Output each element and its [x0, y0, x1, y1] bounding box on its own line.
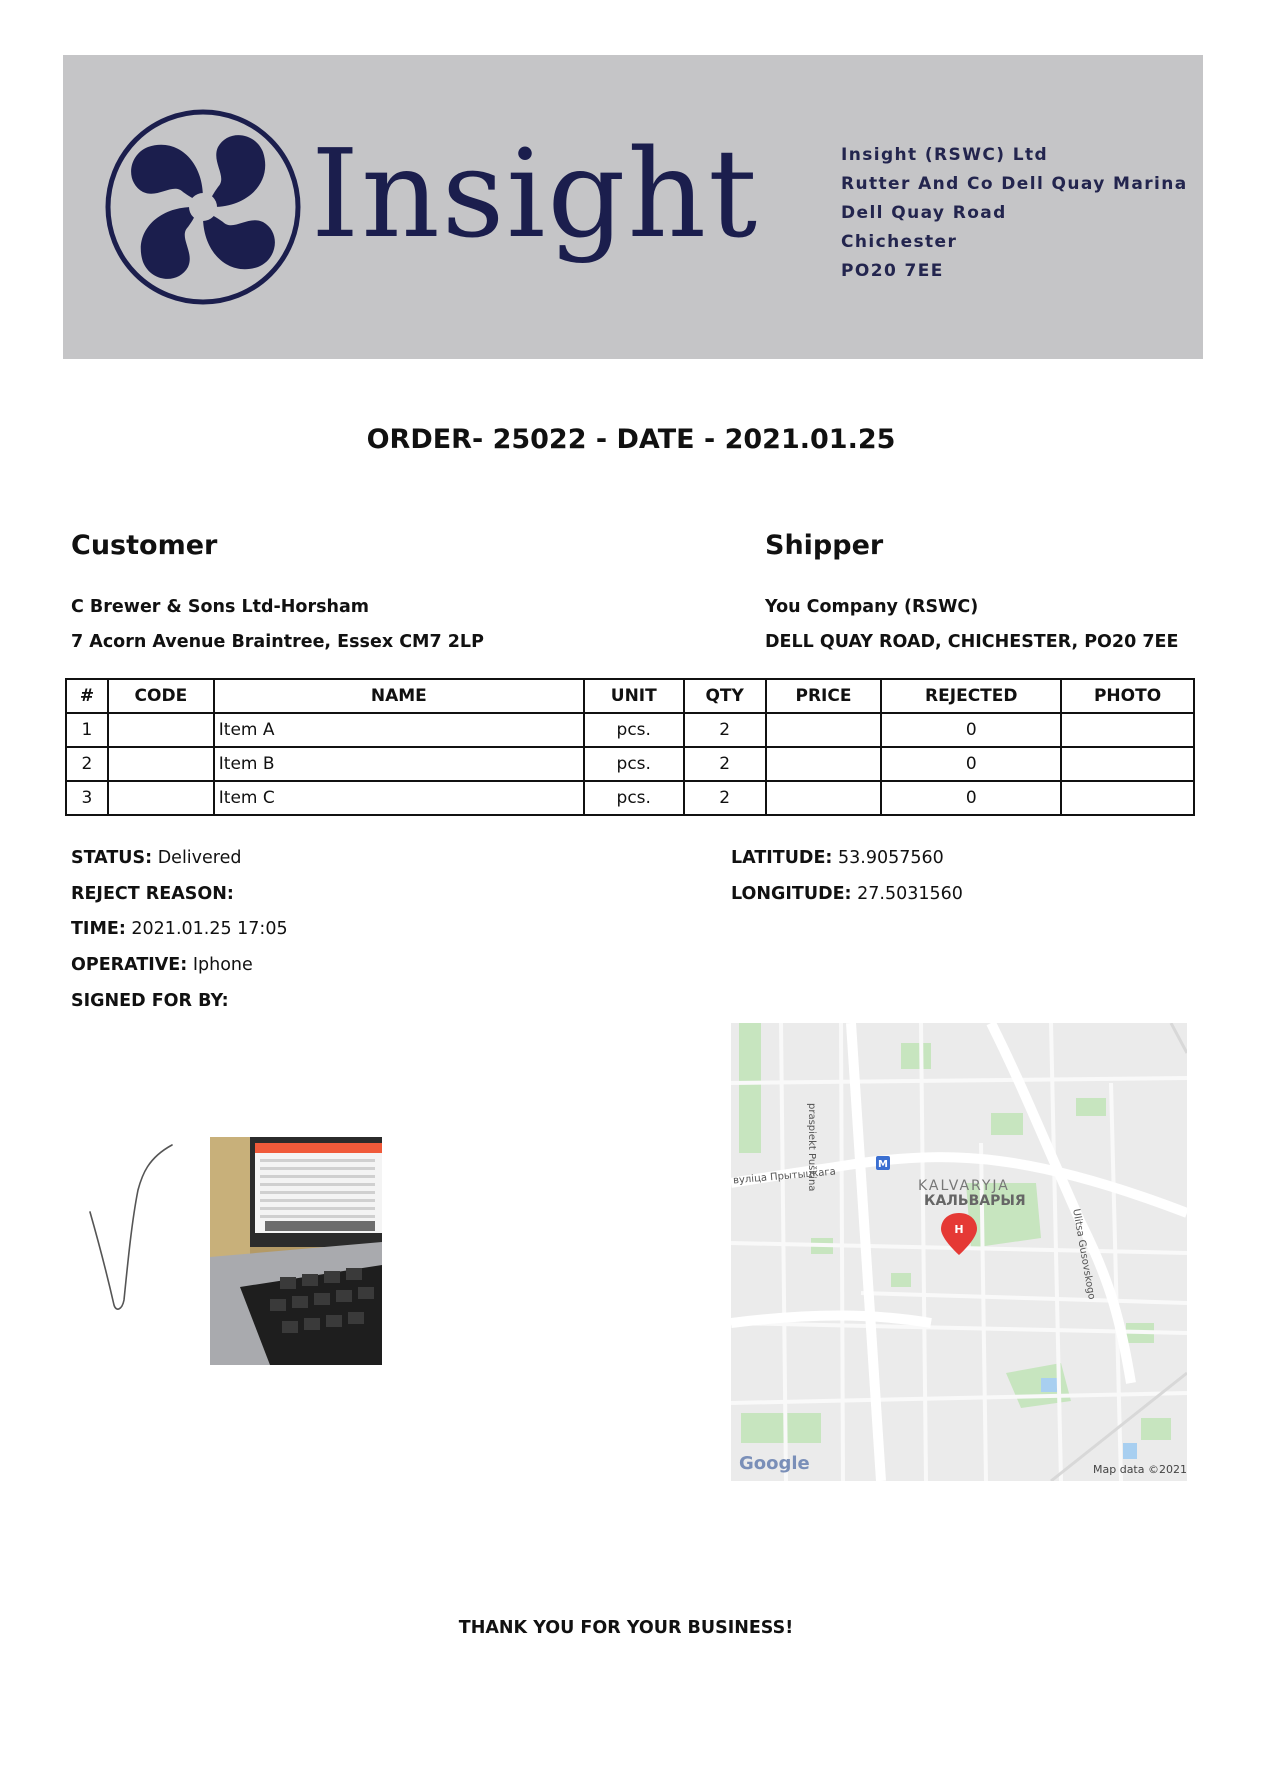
latitude-value: 53.9057560	[838, 848, 944, 868]
map-marker-icon: H	[954, 1223, 964, 1236]
row-price	[766, 747, 882, 781]
latitude-line	[731, 848, 944, 868]
metro-icon: M	[878, 1159, 888, 1170]
delivery-photo	[210, 1137, 382, 1365]
map-image	[731, 1023, 1187, 1481]
company-postcode: PO20 7EE	[841, 261, 944, 281]
company-address	[841, 141, 1188, 286]
row-qty: 2	[684, 747, 766, 781]
row-price	[766, 713, 882, 747]
reject-reason-label: REJECT REASON:	[71, 884, 234, 904]
brand-wordmark: Insight	[311, 123, 760, 265]
location-map	[731, 1023, 1187, 1481]
row-unit: pcs.	[584, 713, 684, 747]
map-street-label-1: praspiekt Puškina	[806, 1103, 817, 1192]
row-name: Item A	[214, 713, 584, 747]
column-header-price: PRICE	[766, 679, 882, 713]
map-street-label-3: Ulitsa Gusovskogo	[1070, 1208, 1097, 1301]
map-district-cyrillic: КАЛЬВАРЫЯ	[924, 1193, 1026, 1209]
row-photo	[1061, 747, 1194, 781]
time-value: 2021.01.25 17:05	[131, 919, 288, 939]
table-row	[66, 781, 1194, 815]
customer-heading: Customer	[71, 530, 218, 561]
column-header-qty: QTY	[684, 679, 766, 713]
column-header-number: #	[66, 679, 108, 713]
operative-label: OPERATIVE:	[71, 955, 188, 975]
order-title: ORDER- 25022 - DATE - 2021.01.25	[366, 424, 896, 455]
map-provider-logo: Google	[739, 1453, 810, 1474]
reject-reason-line	[71, 884, 234, 904]
shipper-heading: Shipper	[765, 530, 884, 561]
map-district-latin: KALVARYJA	[918, 1178, 1010, 1194]
row-code	[108, 747, 214, 781]
laptop-photo-image	[210, 1137, 382, 1365]
signed-for-label: SIGNED FOR BY:	[71, 991, 229, 1011]
row-rejected: 0	[881, 747, 1061, 781]
column-header-code: CODE	[108, 679, 214, 713]
status-line	[71, 848, 241, 868]
items-table	[65, 678, 1195, 816]
row-qty: 2	[684, 781, 766, 815]
row-price	[766, 781, 882, 815]
row-photo	[1061, 713, 1194, 747]
longitude-line	[731, 884, 963, 904]
thank-you-message: THANK YOU FOR YOUR BUSINESS!	[458, 1618, 794, 1638]
column-header-name: NAME	[214, 679, 584, 713]
time-line	[71, 919, 288, 939]
shipper-address: DELL QUAY ROAD, CHICHESTER, PO20 7EE	[765, 632, 1179, 652]
shipper-name: You Company (RSWC)	[765, 597, 979, 617]
header-banner	[63, 55, 1203, 359]
row-rejected: 0	[881, 781, 1061, 815]
table-row	[66, 713, 1194, 747]
map-street-label-2: вуліца Прытыцкага	[732, 1166, 837, 1187]
map-credit: Map data ©2021	[1093, 1463, 1187, 1476]
row-number: 1	[66, 713, 108, 747]
row-rejected: 0	[881, 713, 1061, 747]
row-unit: pcs.	[584, 781, 684, 815]
company-city: Chichester	[841, 232, 958, 252]
status-label: STATUS:	[71, 848, 153, 868]
insight-logo-icon	[103, 107, 303, 307]
time-label: TIME:	[71, 919, 126, 939]
row-number: 3	[66, 781, 108, 815]
status-value: Delivered	[157, 848, 242, 868]
company-address-line-2: Dell Quay Road	[841, 203, 1007, 223]
company-name: Insight (RSWC) Ltd	[841, 145, 1049, 165]
company-address-line-1: Rutter And Co Dell Quay Marina	[841, 174, 1188, 194]
row-name: Item B	[214, 747, 584, 781]
operative-line	[71, 955, 253, 975]
longitude-label: LONGITUDE:	[731, 884, 852, 904]
row-name: Item C	[214, 781, 584, 815]
row-photo	[1061, 781, 1194, 815]
row-code	[108, 713, 214, 747]
table-row	[66, 747, 1194, 781]
longitude-value: 27.5031560	[857, 884, 963, 904]
column-header-rejected: REJECTED	[881, 679, 1061, 713]
customer-address: 7 Acorn Avenue Braintree, Essex CM7 2LP	[71, 632, 484, 652]
operative-value: Iphone	[192, 955, 253, 975]
row-unit: pcs.	[584, 747, 684, 781]
signed-for-line	[71, 991, 229, 1011]
signature-image	[80, 1140, 190, 1320]
row-code	[108, 781, 214, 815]
table-header-row	[66, 679, 1194, 713]
latitude-label: LATITUDE:	[731, 848, 833, 868]
row-qty: 2	[684, 713, 766, 747]
column-header-photo: PHOTO	[1061, 679, 1194, 713]
row-number: 2	[66, 747, 108, 781]
customer-name: C Brewer & Sons Ltd-Horsham	[71, 597, 370, 617]
column-header-unit: UNIT	[584, 679, 684, 713]
